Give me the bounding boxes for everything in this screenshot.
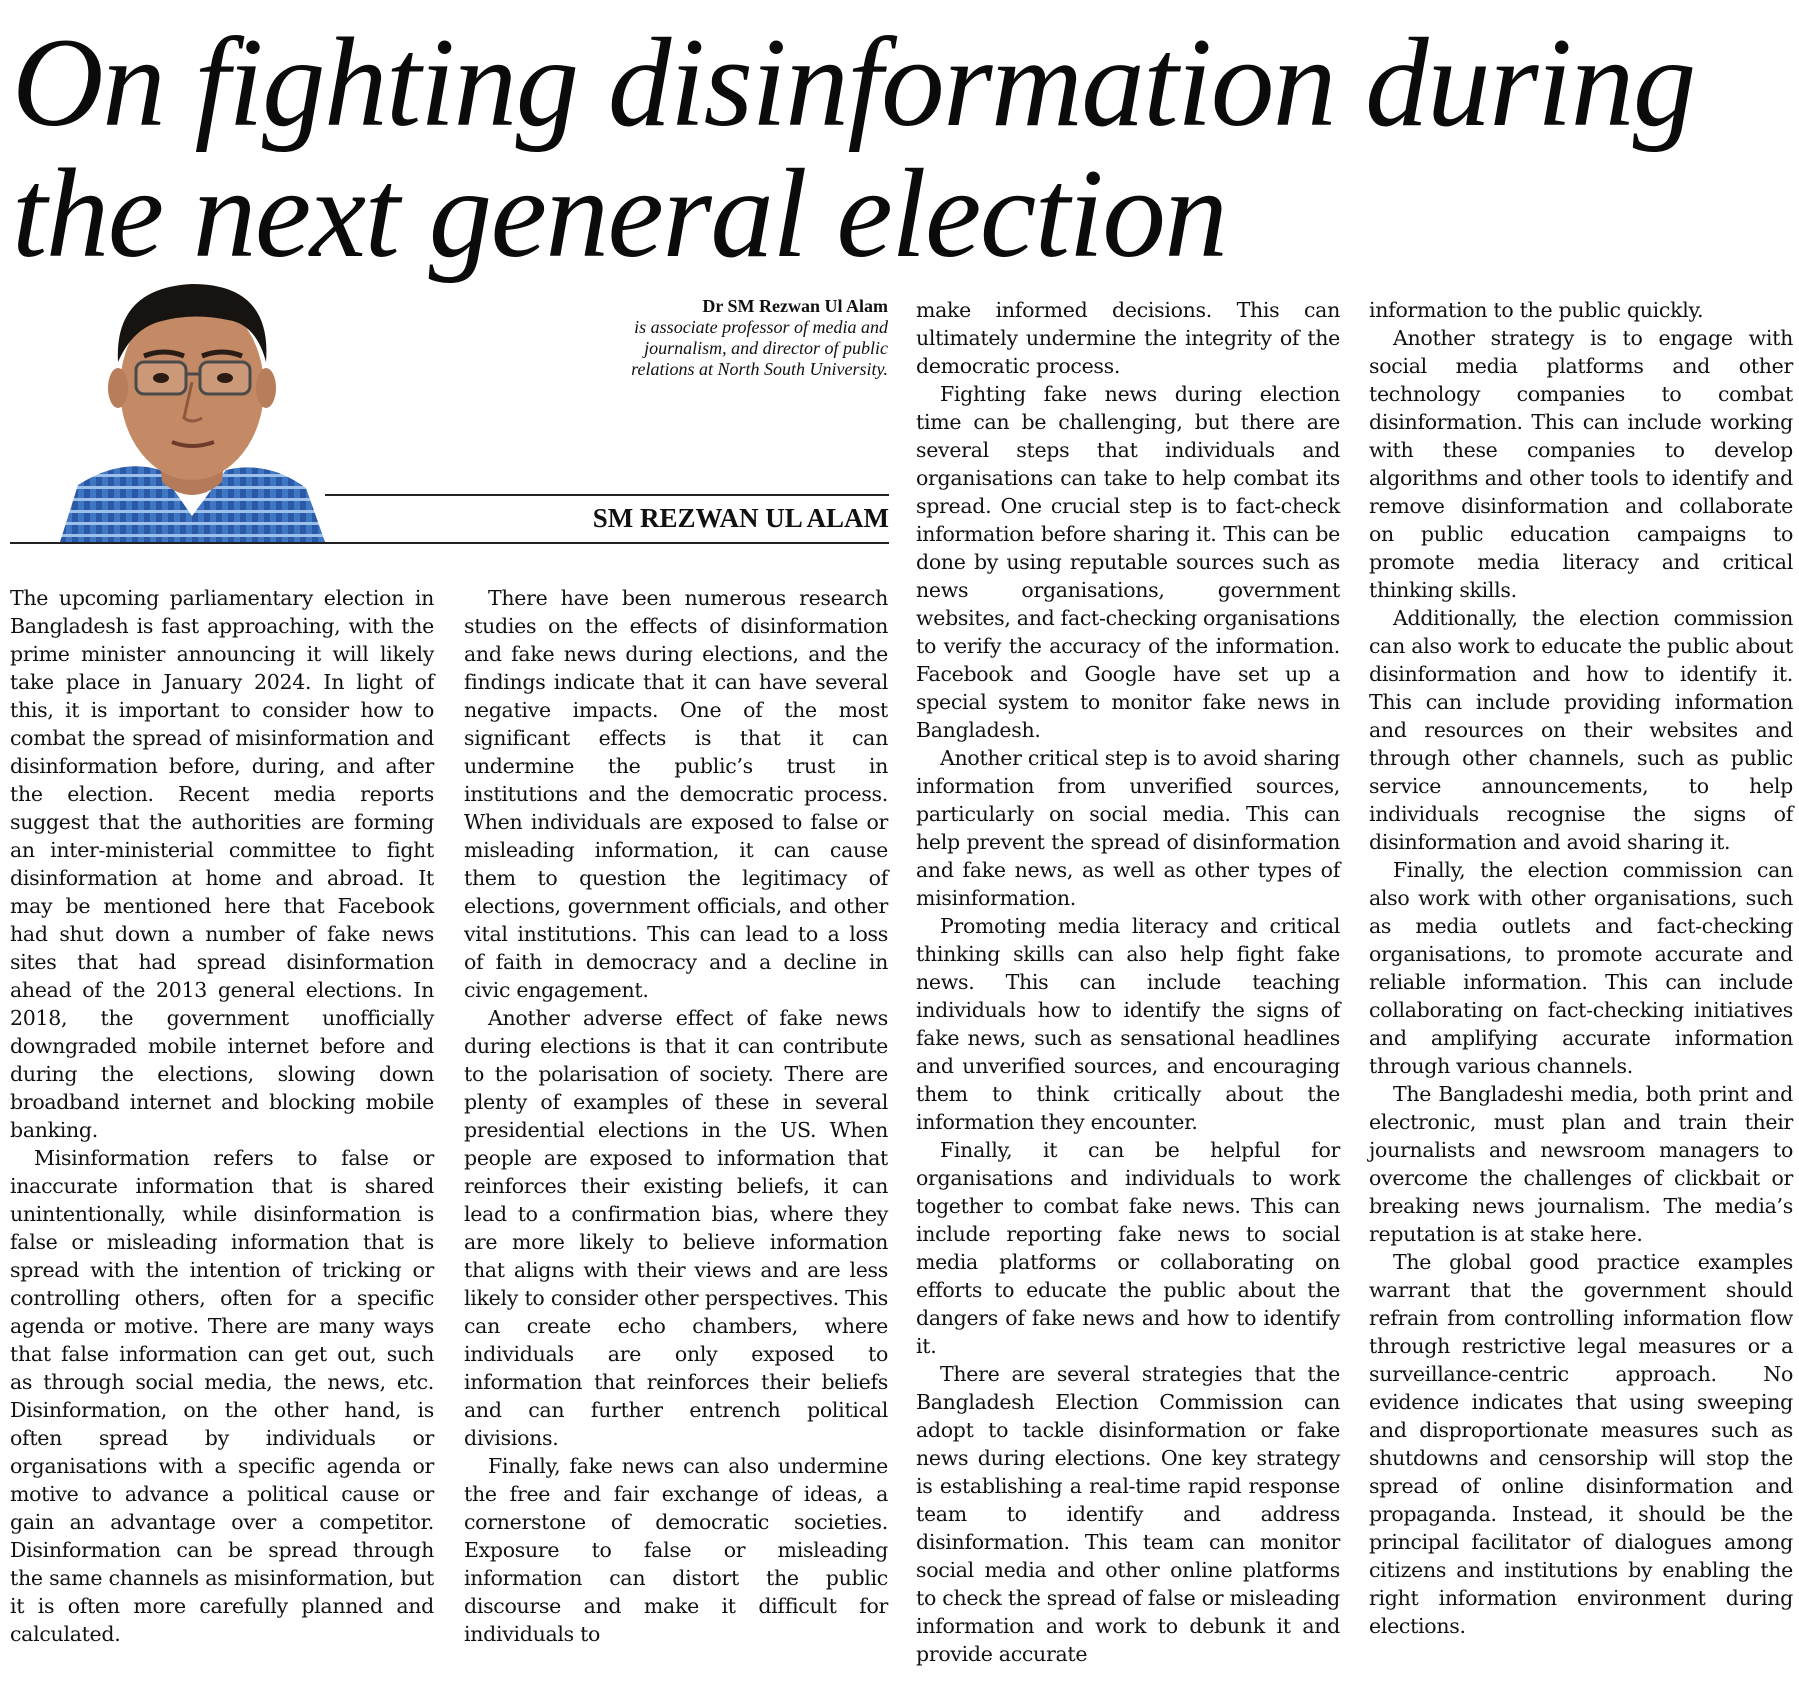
author-description-line-2: journalism, and director of public (644, 338, 888, 358)
author-byline: SM REZWAN UL ALAM (592, 503, 889, 533)
paragraph: Fighting fake news during election time can be challenging, but there are several steps that individuals and organisations can take to help combat its spread. One crucial step is to fact-check information before sharing it. This can be done by using reputable sources such as news organisations, government websites, and fact-checking organisations to verify the accuracy of the information. Facebook and Google have set up a special system to monitor fake news in Bangladesh. (916, 382, 1340, 742)
author-info (520, 296, 888, 380)
paragraph: The global good practice examples warrant that the government should refrain from controlling information flow through restrictive legal measures or a surveillance-centric approach. No evidence indicates that using sweeping and disproportionate measures such as shutdowns and censorship will stop the spread of online disinformation and propaganda. Instead, it should be the principal facilitator of dialogues among citizens and institutions by enabling the right information environment during elections. (1369, 1250, 1793, 1638)
author-name: Dr SM Rezwan Ul Alam (702, 296, 888, 316)
paragraph: Finally, it can be helpful for organisations and individuals to work together to combat fake news. This can include reporting fake news to social media platforms or collaborating on efforts to educate the public about the dangers of fake news and how to identify it. (916, 1138, 1340, 1358)
paragraph: The upcoming parliamentary election in Bangladesh is fast approaching, with the prime minister announcing it will likely take place in January 2024. In light of this, it is important to consider how to combat the spread of misinformation and disinformation before, during, and after the election. Recent media reports suggest that the authorities are forming an inter-ministerial committee to fight disinformation at home and abroad. It may be mentioned here that Facebook had shut down a number of fake news sites that had spread disinformation ahead of the 2013 general elections. In 2018, the government unofficially downgraded mobile internet before and during the elections, slowing down broadband internet and blocking mobile banking. (10, 586, 434, 1142)
headline-line-2: the next general election (12, 144, 1227, 284)
paragraph: information to the public quickly. (1369, 298, 1704, 322)
paragraph: The Bangladeshi media, both print and electronic, must plan and train their journalists and newsroom managers to overcome the challenges of clickbait or breaking news journalism. The media’s reputation is at stake here. (1369, 1082, 1793, 1246)
article-column-4 (1369, 296, 1793, 1640)
paragraph: make informed decisions. This can ultimately undermine the integrity of the democratic process. (916, 298, 1340, 378)
paragraph: Promoting media literacy and critical thinking skills can also help fight fake news. This can include teaching individuals how to identify the signs of fake news, such as sensational headlines and unverified sources, and encouraging them to think critically about the information they encounter. (916, 914, 1340, 1134)
paragraph: There are several strategies that the Bangladesh Election Commission can adopt to tackle disinformation or fake news during elections. One key strategy is establishing a real-time rapid response team to identify and address disinformation. This team can monitor social media and other online platforms to check the spread of false or misleading information and work to debunk it and provide accurate (916, 1362, 1340, 1666)
article-headline (12, 13, 1792, 284)
headline-line-1: On fighting disinformation during (12, 13, 1695, 153)
paragraph: Another critical step is to avoid sharing information from unverified sources, particularly on social media. This can help prevent the spread of disinformation and fake news, as well as other types of misinformation. (916, 746, 1340, 910)
article-column-1 (10, 584, 434, 1648)
author-photo (60, 270, 325, 542)
paragraph: Finally, fake news can also undermine the free and fair exchange of ideas, a cornerstone of democratic societies. Exposure to false or misleading information can distort the public discourse and make it difficult for individuals to (464, 1454, 888, 1646)
author-description-line-1: is associate professor of media and (634, 317, 888, 337)
paragraph: Misinformation refers to false or inaccurate information that is shared unintentionally, while disinformation is false or misleading information that is spread with the intention of tricking or controlling others, often for a specific agenda or motive. There are many ways that false information can get out, such as through social media, the news, etc. Disinformation, on the other hand, is often spread by individuals or organisations with a specific agenda or motive to advance a political cause or gain an advantage over a competitor. Disinformation can be spread through the same channels as misinformation, but it is often more carefully planned and calculated. (10, 1146, 434, 1646)
byline-rule-top (325, 494, 889, 496)
article-column-3 (916, 296, 1340, 1668)
byline-rule-bottom (10, 542, 889, 544)
paragraph: Additionally, the election commission can also work to educate the public about disinformation and how to identify it. This can include providing information and resources on their websites and through other channels, such as public service announcements, to help individuals recognise the signs of disinformation and avoid sharing it. (1369, 606, 1793, 854)
article-column-2 (464, 584, 888, 1648)
paragraph: There have been numerous research studies on the effects of disinformation and fake news during elections, and the findings indicate that it can have several negative impacts. One of the most significant effects is that it can undermine the public’s trust in institutions and the democratic process. When individuals are exposed to false or misleading information, it can cause them to question the legitimacy of elections, government officials, and other vital institutions. This can lead to a loss of faith in democracy and a decline in civic engagement. (464, 586, 888, 1002)
author-description-line-3: relations at North South University. (631, 359, 888, 379)
paragraph: Finally, the election commission can also work with other organisations, such as media outlets and fact-checking organisations, to promote accurate and reliable information. This can include collaborating on fact-checking initiatives and amplifying accurate information through various channels. (1369, 858, 1793, 1078)
paragraph: Another strategy is to engage with social media platforms and other technology companies to combat disinformation. This can include working with these companies to develop algorithms and other tools to identify and remove disinformation and collaborate on public education campaigns to promote media literacy and critical thinking skills. (1369, 326, 1793, 602)
paragraph: Another adverse effect of fake news during elections is that it can contribute to the polarisation of society. There are plenty of examples of these in several presidential elections in the US. When people are exposed to information that reinforces their existing beliefs, it can lead to a confirmation bias, where they are more likely to believe information that aligns with their views and are less likely to consider other perspectives. This can create echo chambers, where individuals are only exposed to information that reinforces their beliefs and can further entrench political divisions. (464, 1006, 888, 1450)
